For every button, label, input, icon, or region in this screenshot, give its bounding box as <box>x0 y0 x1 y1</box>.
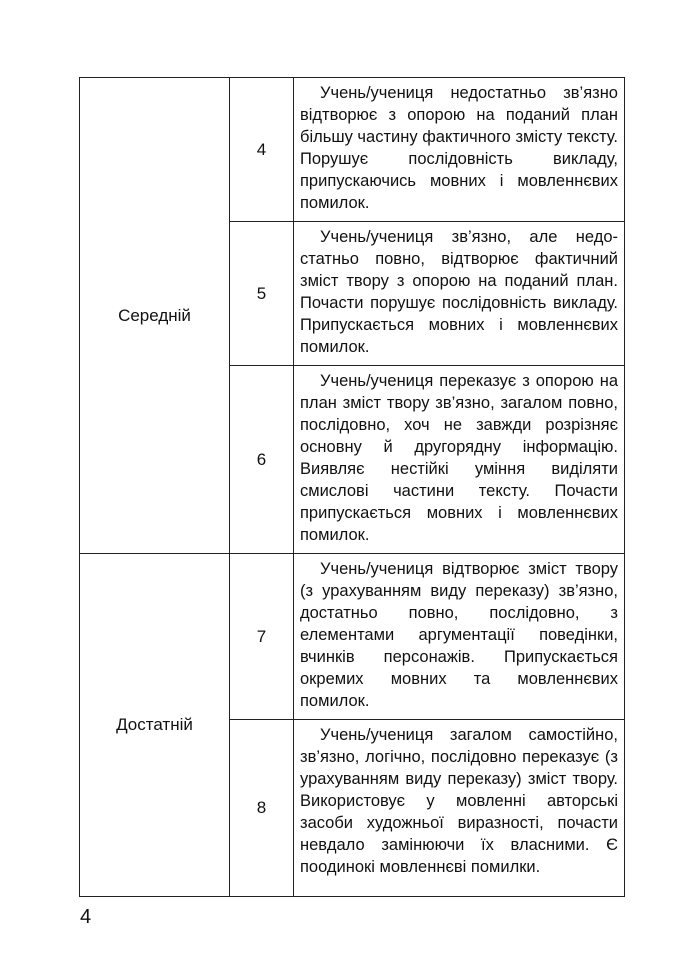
score-value: 4 <box>256 139 267 159</box>
score-cell <box>230 554 294 720</box>
score-cell <box>230 720 294 897</box>
score-value: 6 <box>256 449 267 469</box>
score-value: 5 <box>256 283 267 303</box>
description-cell: Учень/учениця недостатньо зв’язно відтворює з опорою на поданий план більшу частину фактичного змісту тексту. Порушує послідовність викладу, припускаючись мовних і мовленнєвих помилок. <box>294 78 625 222</box>
score-cell <box>230 366 294 554</box>
level-cell-sufficient <box>80 554 230 897</box>
description-cell: Учень/учениця відтворює зміст твору (з урахуванням виду переказу) зв’язно, достатньо повно, послідовно, з елементами аргументації поведінки, вчинків персонажів. Припускається окремих мовних та мовленнєвих помилок. <box>294 554 625 720</box>
score-cell <box>230 222 294 366</box>
score-value: 8 <box>256 798 267 817</box>
table-row <box>80 78 625 222</box>
level-name: Достатній <box>116 715 193 734</box>
score-value: 7 <box>256 626 267 646</box>
level-cell-average <box>80 78 230 554</box>
description-cell: Учень/учениця зв’язно, але недостатньо повно, відтворює фактичний зміст твору з опорою на поданий план. Почасти порушує послідовність викладу. Припускається мовних і мовленнєвих помилок. <box>294 222 625 366</box>
grading-criteria-table <box>79 77 625 897</box>
page-number: 4 <box>80 906 92 928</box>
table-row <box>80 554 625 720</box>
level-name: Середній <box>118 305 191 325</box>
description-cell: Учень/учениця загалом самостійно, зв’язно, логічно, послідовно переказує (з урахуванням виду переказу) зміст твору. Використовує у мовленні авторські засоби художньої виразності, почасти невдало замінюючи їх власними. Є поодинокі мовленнєві помилки. <box>294 720 625 897</box>
score-cell <box>230 78 294 222</box>
description-cell: Учень/учениця переказує з опорою на план зміст твору зв’язно, загалом повно, послідовно, хоч не завжди розрізняє основну й другорядну інформацію. Виявляє нестійкі уміння виділяти смислові частини тексту. Почасти припускається мовних і мовленнєвих помилок. <box>294 366 625 554</box>
